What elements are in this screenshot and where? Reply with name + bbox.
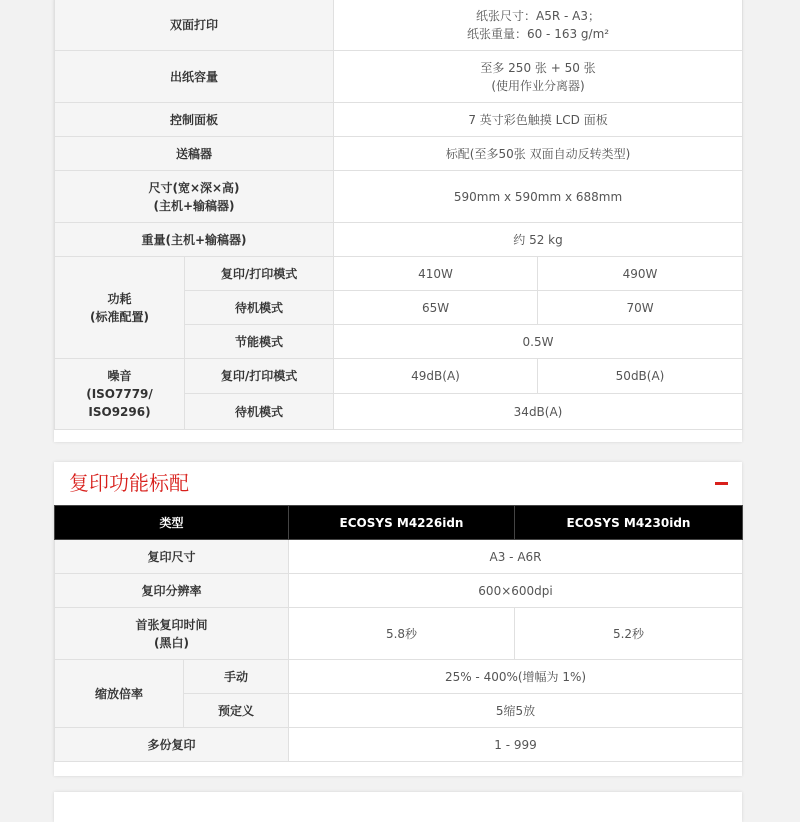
table-row xyxy=(55,103,743,137)
first-copy-label-line1: 首张复印时间 xyxy=(135,617,208,632)
feeder-label: 送稿器 xyxy=(55,137,334,171)
collapse-icon[interactable] xyxy=(715,482,728,485)
next-section-card xyxy=(54,792,742,822)
copy-size-label: 复印尺寸 xyxy=(55,540,289,574)
output-label: 出纸容量 xyxy=(55,51,334,103)
table-row xyxy=(55,223,743,257)
resolution-value: 600×600dpi xyxy=(289,574,743,608)
table-row xyxy=(55,540,743,574)
section-title: 复印功能标配 xyxy=(69,471,189,495)
noise-copy-mode-label: 复印/打印模式 xyxy=(185,359,334,394)
feeder-value: 标配(至多50张 双面自动反转类型) xyxy=(334,137,743,171)
power-label xyxy=(55,257,185,359)
resolution-label: 复印分辨率 xyxy=(55,574,289,608)
multi-copy-value: 1 - 999 xyxy=(289,728,743,762)
first-copy-a: 5.8秒 xyxy=(289,608,515,660)
copy-section-card xyxy=(54,462,742,776)
zoom-preset-label: 预定义 xyxy=(184,694,289,728)
noise-label-line1: 噪音 xyxy=(107,369,132,383)
first-copy-label xyxy=(55,608,289,660)
table-row xyxy=(55,51,743,103)
copy-spec-table xyxy=(54,505,743,762)
power-label-line1: 功耗 xyxy=(107,291,132,306)
zoom-manual-value: 25% - 400%(增幅为 1%) xyxy=(289,660,743,694)
table-row xyxy=(55,574,743,608)
power-label-line2: (标准配置) xyxy=(90,309,149,324)
power-saving-value: 0.5W xyxy=(334,325,743,359)
noise-standby-label: 待机模式 xyxy=(185,394,334,430)
table-row xyxy=(55,137,743,171)
weight-value: 约 52 kg xyxy=(334,223,743,257)
duplex-paper-weight: 纸张重量：60 - 163 g/m² xyxy=(466,26,610,41)
duplex-value xyxy=(334,0,743,51)
table-row xyxy=(55,171,743,223)
power-copy-b: 490W xyxy=(538,257,743,291)
size-label-line2: (主机+输稿器) xyxy=(153,198,235,213)
header-model-b: ECOSYS M4230idn xyxy=(515,506,743,540)
power-standby-b: 70W xyxy=(538,291,743,325)
power-copy-a: 410W xyxy=(334,257,538,291)
noise-copy-a: 49dB(A) xyxy=(334,359,538,394)
spec-card xyxy=(54,0,742,442)
duplex-label: 双面打印 xyxy=(55,0,334,51)
header-model-a: ECOSYS M4226idn xyxy=(289,506,515,540)
panel-value: 7 英寸彩色触摸 LCD 面板 xyxy=(334,103,743,137)
multi-copy-label: 多份复印 xyxy=(55,728,289,762)
table-header-row xyxy=(55,506,743,540)
noise-label-line3: ISO9296) xyxy=(88,405,151,419)
zoom-preset-value: 5缩5放 xyxy=(289,694,743,728)
output-value xyxy=(334,51,743,103)
panel-label: 控制面板 xyxy=(55,103,334,137)
first-copy-label-line2: (黑白) xyxy=(154,635,189,650)
table-row xyxy=(55,0,743,51)
output-note: (使用作业分离器) xyxy=(491,78,585,93)
weight-label: 重量(主机+输稿器) xyxy=(55,223,334,257)
noise-label-line2: (ISO7779/ xyxy=(86,387,153,401)
noise-copy-b: 50dB(A) xyxy=(538,359,743,394)
table-row xyxy=(55,257,743,291)
copy-section-header[interactable] xyxy=(54,462,742,504)
copy-size-value: A3 - A6R xyxy=(289,540,743,574)
power-standby-label: 待机模式 xyxy=(185,291,334,325)
power-copy-mode-label: 复印/打印模式 xyxy=(185,257,334,291)
power-saving-label: 节能模式 xyxy=(185,325,334,359)
table-row xyxy=(55,359,743,394)
spec-table xyxy=(54,0,743,430)
noise-standby-value: 34dB(A) xyxy=(334,394,743,430)
zoom-manual-label: 手动 xyxy=(184,660,289,694)
header-type: 类型 xyxy=(55,506,289,540)
table-row xyxy=(55,660,743,694)
table-row xyxy=(55,728,743,762)
size-value: 590mm x 590mm x 688mm xyxy=(334,171,743,223)
first-copy-b: 5.2秒 xyxy=(515,608,743,660)
zoom-label: 缩放倍率 xyxy=(55,660,184,728)
output-capacity: 至多 250 张 + 50 张 xyxy=(480,60,596,75)
size-label xyxy=(55,171,334,223)
power-standby-a: 65W xyxy=(334,291,538,325)
duplex-paper-size: 纸张尺寸：A5R - A3； xyxy=(476,8,601,23)
table-row xyxy=(55,608,743,660)
noise-label xyxy=(55,359,185,430)
size-label-line1: 尺寸(宽×深×高) xyxy=(148,180,240,195)
